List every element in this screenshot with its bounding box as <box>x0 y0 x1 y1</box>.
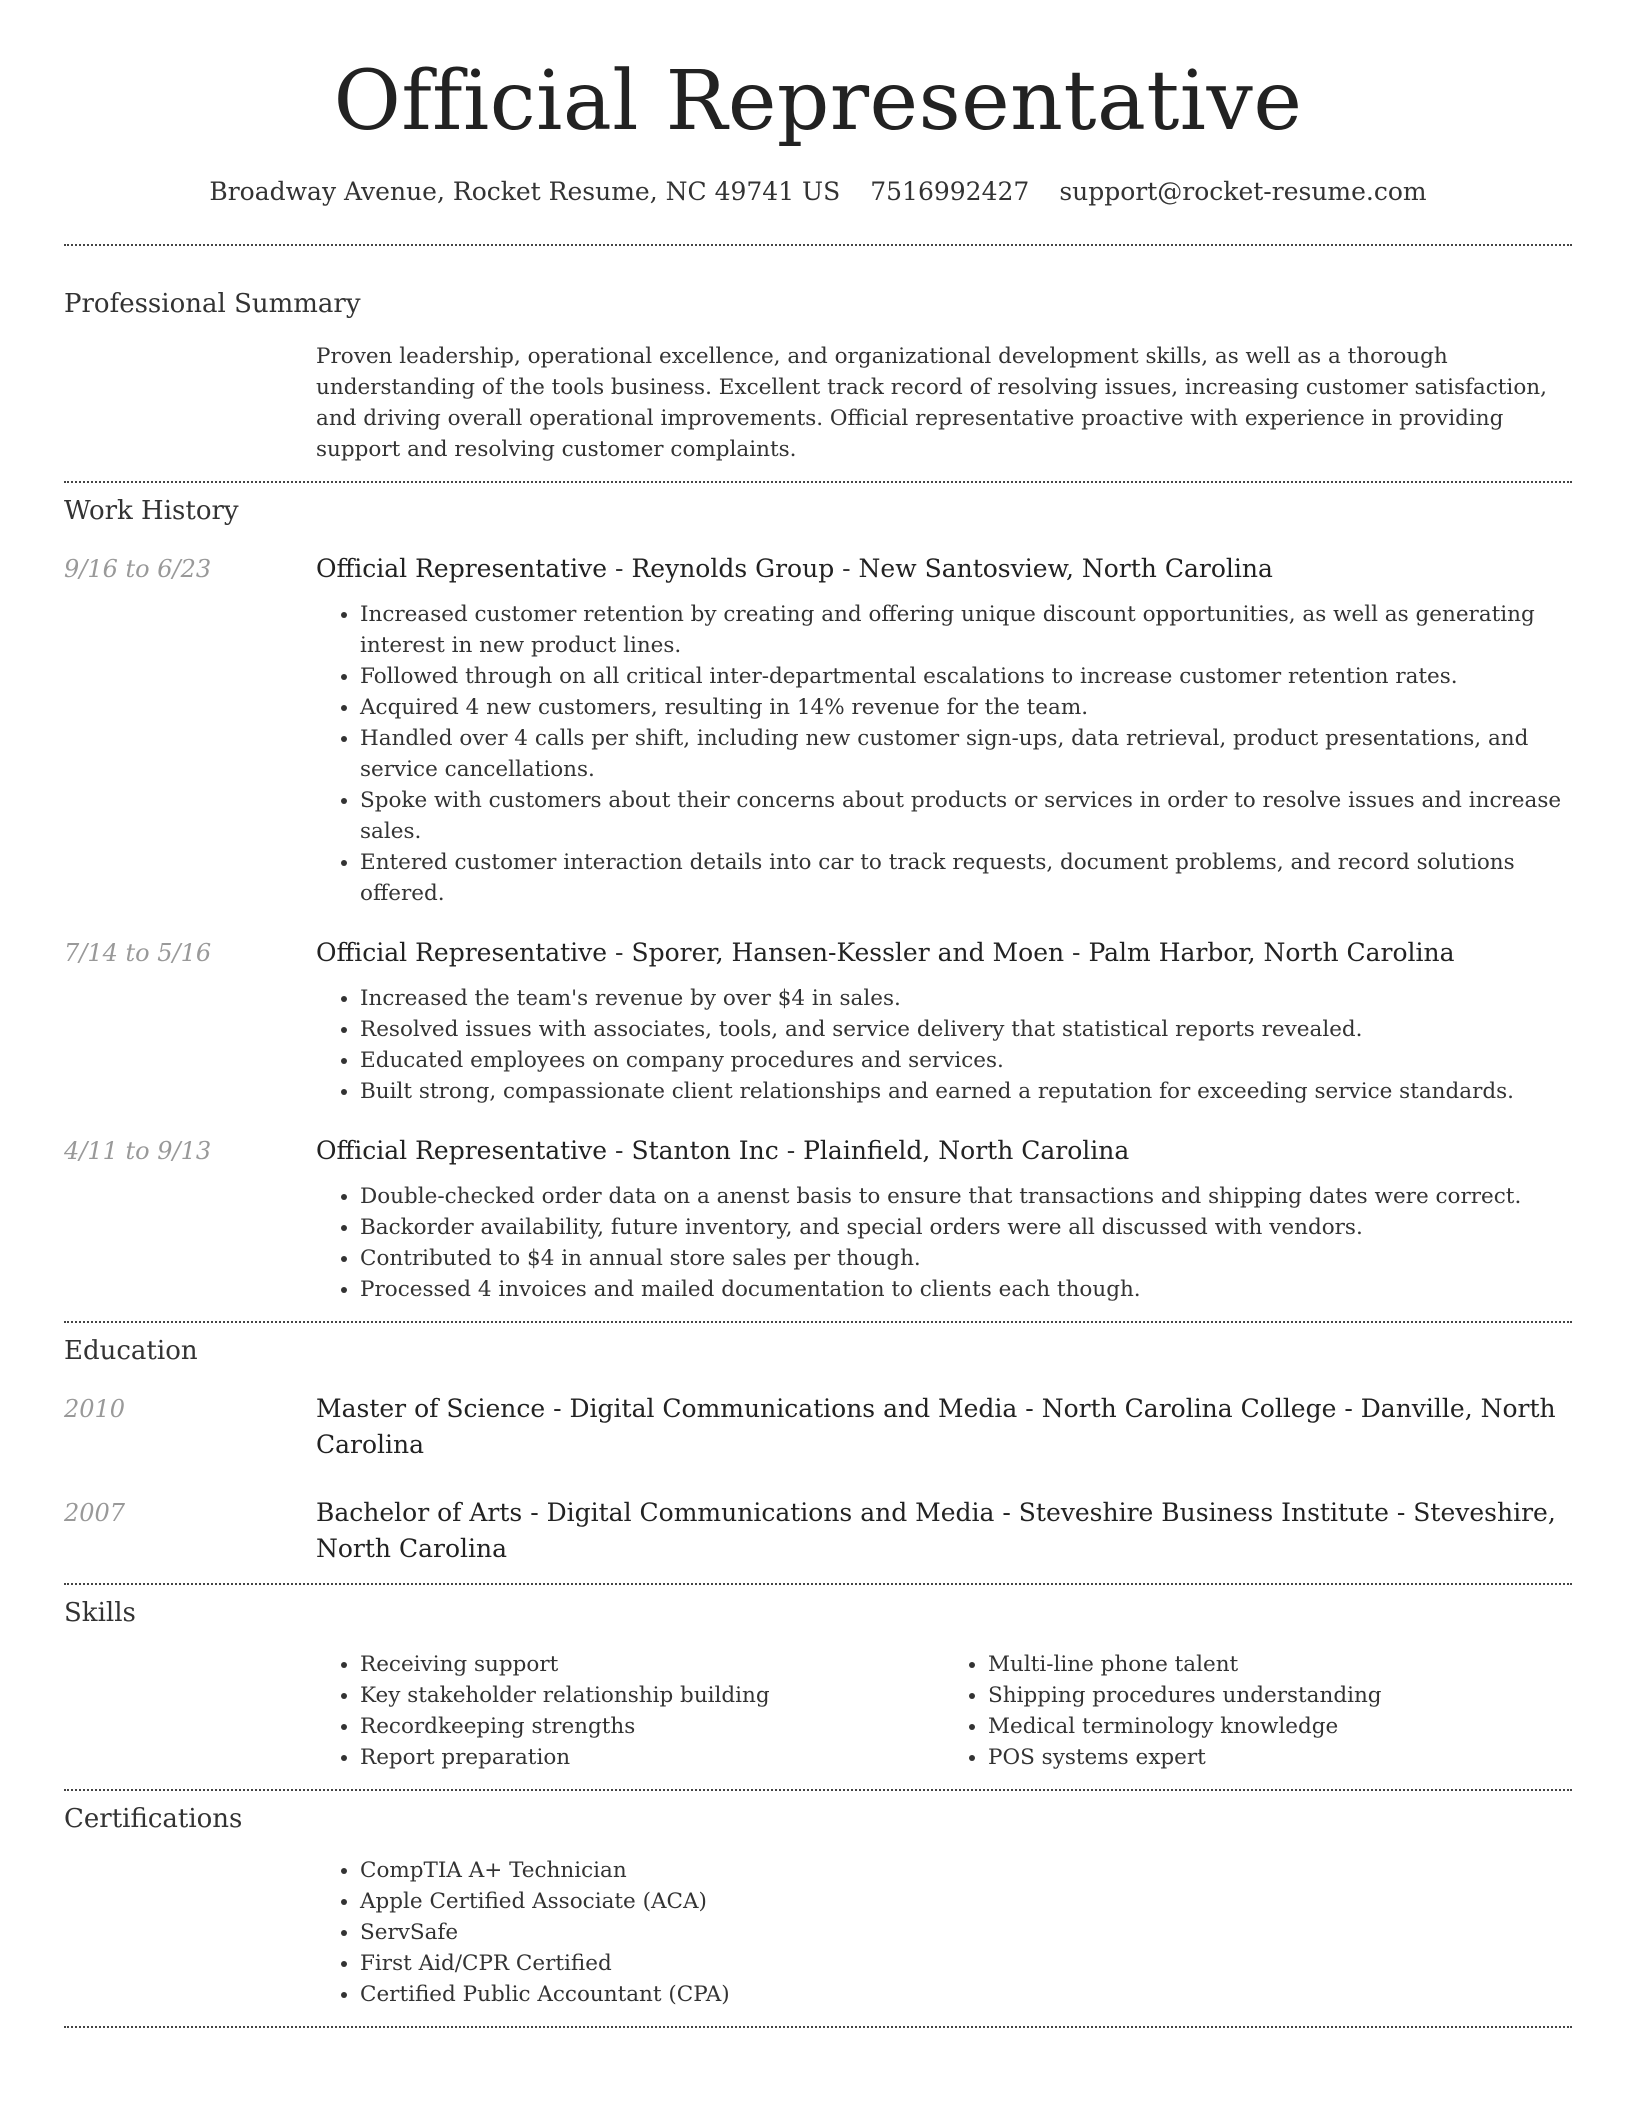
contact-line <box>64 174 1572 210</box>
skill-item: • Recordkeeping strengths <box>360 1711 944 1742</box>
education-section <box>64 1333 1572 1567</box>
job-bullet: • Entered customer interaction details into car to track requests, document problems, and record solutions offered. <box>360 847 1572 909</box>
job-entry <box>64 935 1572 1107</box>
job-bullet: • Educated employees on company procedures and services. <box>360 1045 1572 1076</box>
job-company: Reynolds Group <box>631 554 835 583</box>
education-degree: Bachelor of Arts <box>316 1498 523 1527</box>
contact-email: support@rocket-resume.com <box>1059 177 1427 206</box>
skills-list-right <box>944 1649 1572 1773</box>
certifications-heading: Certifications <box>64 1804 243 1834</box>
contact-address: Broadway Avenue, Rocket Resume, NC 49741 US <box>209 177 841 206</box>
skills-list-left <box>316 1649 944 1773</box>
job-bullet: • Resolved issues with associates, tools, and service delivery that statistical reports revealed. <box>360 1014 1572 1045</box>
work-history-heading: Work History <box>64 496 239 526</box>
divider <box>64 1789 1572 1791</box>
certification-item: • First Aid/CPR Certified <box>360 1948 1572 1979</box>
education-entry <box>64 1495 1572 1567</box>
job-bullet: • Acquired 4 new customers, resulting in 14% revenue for the team. <box>360 692 1572 723</box>
job-title: Official Representative - Stanton Inc - Plainfield, North Carolina <box>316 1136 1130 1165</box>
job-company: Stanton Inc <box>631 1136 779 1165</box>
job-bullet: • Contributed to $4 in annual store sales per though. <box>360 1243 1572 1274</box>
skill-item: • Multi-line phone talent <box>988 1649 1572 1680</box>
divider <box>64 481 1572 483</box>
resume-page <box>64 0 1572 2028</box>
job-bullet: • Followed through on all critical inter-departmental escalations to increase customer retention rates. <box>360 661 1572 692</box>
job-location: Palm Harbor, North Carolina <box>1088 938 1455 967</box>
job-entry <box>64 551 1572 909</box>
divider <box>64 2026 1572 2028</box>
education-heading: Education <box>64 1336 198 1366</box>
job-bullets <box>316 599 1572 909</box>
job-dates: 9/16 to 6/23 <box>64 555 212 583</box>
contact-phone: 7516992427 <box>870 177 1030 206</box>
certifications-section <box>64 1801 1572 2010</box>
job-location: Plainfield, North Carolina <box>803 1136 1130 1165</box>
skill-item: • Receiving support <box>360 1649 944 1680</box>
education-title: Master of Science - Digital Communications and Media - North Carolina College - Danville, North Carolina <box>316 1394 1556 1459</box>
job-bullet: • Spoke with customers about their concerns about products or services in order to resolve issues and increase sales. <box>360 785 1572 847</box>
certification-item: • Apple Certified Associate (ACA) <box>360 1886 1572 1917</box>
skill-item: • POS systems expert <box>988 1742 1572 1773</box>
job-bullet: • Processed 4 invoices and mailed documentation to clients each though. <box>360 1274 1572 1305</box>
education-entry <box>64 1391 1572 1463</box>
job-bullet: • Backorder availability, future inventory, and special orders were all discussed with vendors. <box>360 1212 1572 1243</box>
job-bullet: • Increased customer retention by creating and offering unique discount opportunities, as well as generating interest in new product lines. <box>360 599 1572 661</box>
skills-heading: Skills <box>64 1598 136 1628</box>
education-year: 2010 <box>64 1395 126 1423</box>
skill-item: • Medical terminology knowledge <box>988 1711 1572 1742</box>
job-role: Official Representative <box>316 1136 608 1165</box>
education-degree: Master of Science <box>316 1394 546 1423</box>
education-title: Bachelor of Arts - Digital Communications and Media - Steveshire Business Institute - Steveshire, North Carolina <box>316 1498 1556 1563</box>
divider <box>64 1583 1572 1585</box>
job-title: Official Representative - Reynolds Group - New Santosview, North Carolina <box>316 554 1273 583</box>
job-company: Sporer, Hansen-Kessler and Moen <box>631 938 1065 967</box>
education-location: Danville, North Carolina <box>316 1394 1556 1459</box>
education-location: Steveshire, North Carolina <box>316 1498 1556 1563</box>
summary-section <box>64 286 1572 465</box>
job-bullet: • Double-checked order data on a anenst basis to ensure that transactions and shipping dates were correct. <box>360 1181 1572 1212</box>
summary-text: Proven leadership, operational excellence, and organizational development skills, as well as a thorough understanding of the tools business. Excellent track record of resolving issues, increasing customer satisfaction, and driving overall operational improvements. Official representative proactive with experience in providing support and resolving customer complaints. <box>316 344 1547 462</box>
job-bullet: • Handled over 4 calls per shift, including new customer sign-ups, data retrieval, product presentations, and service cancellations. <box>360 723 1572 785</box>
divider <box>64 244 1572 246</box>
education-school: Steveshire Business Institute <box>1018 1498 1389 1527</box>
job-bullet: • Built strong, compassionate client relationships and earned a reputation for exceeding service standards. <box>360 1076 1572 1107</box>
skill-item: • Key stakeholder relationship building <box>360 1680 944 1711</box>
job-bullets <box>316 983 1572 1107</box>
education-field: Digital Communications and Media <box>546 1498 995 1527</box>
divider <box>64 1321 1572 1323</box>
summary-heading: Professional Summary <box>64 289 361 319</box>
job-bullets <box>316 1181 1572 1305</box>
education-field: Digital Communications and Media <box>569 1394 1018 1423</box>
job-bullet: • Increased the team's revenue by over $4 in sales. <box>360 983 1572 1014</box>
certification-item: • Certified Public Accountant (CPA) <box>360 1979 1572 2010</box>
candidate-name: Official Representative <box>333 54 1303 149</box>
certification-item: • CompTIA A+ Technician <box>360 1855 1572 1886</box>
job-title: Official Representative - Sporer, Hansen-Kessler and Moen - Palm Harbor, North Carolina <box>316 938 1455 967</box>
skill-item: • Shipping procedures understanding <box>988 1680 1572 1711</box>
job-dates: 4/11 to 9/13 <box>64 1137 212 1165</box>
skills-section <box>64 1595 1572 1773</box>
education-school: North Carolina College <box>1041 1394 1337 1423</box>
job-role: Official Representative <box>316 554 608 583</box>
job-location: New Santosview, North Carolina <box>858 554 1273 583</box>
job-entry <box>64 1133 1572 1305</box>
certification-item: • ServSafe <box>360 1917 1572 1948</box>
job-role: Official Representative <box>316 938 608 967</box>
skill-item: • Report preparation <box>360 1742 944 1773</box>
education-year: 2007 <box>64 1499 126 1527</box>
certifications-list <box>316 1855 1572 2010</box>
job-dates: 7/14 to 5/16 <box>64 939 212 967</box>
work-history-section <box>64 493 1572 1305</box>
